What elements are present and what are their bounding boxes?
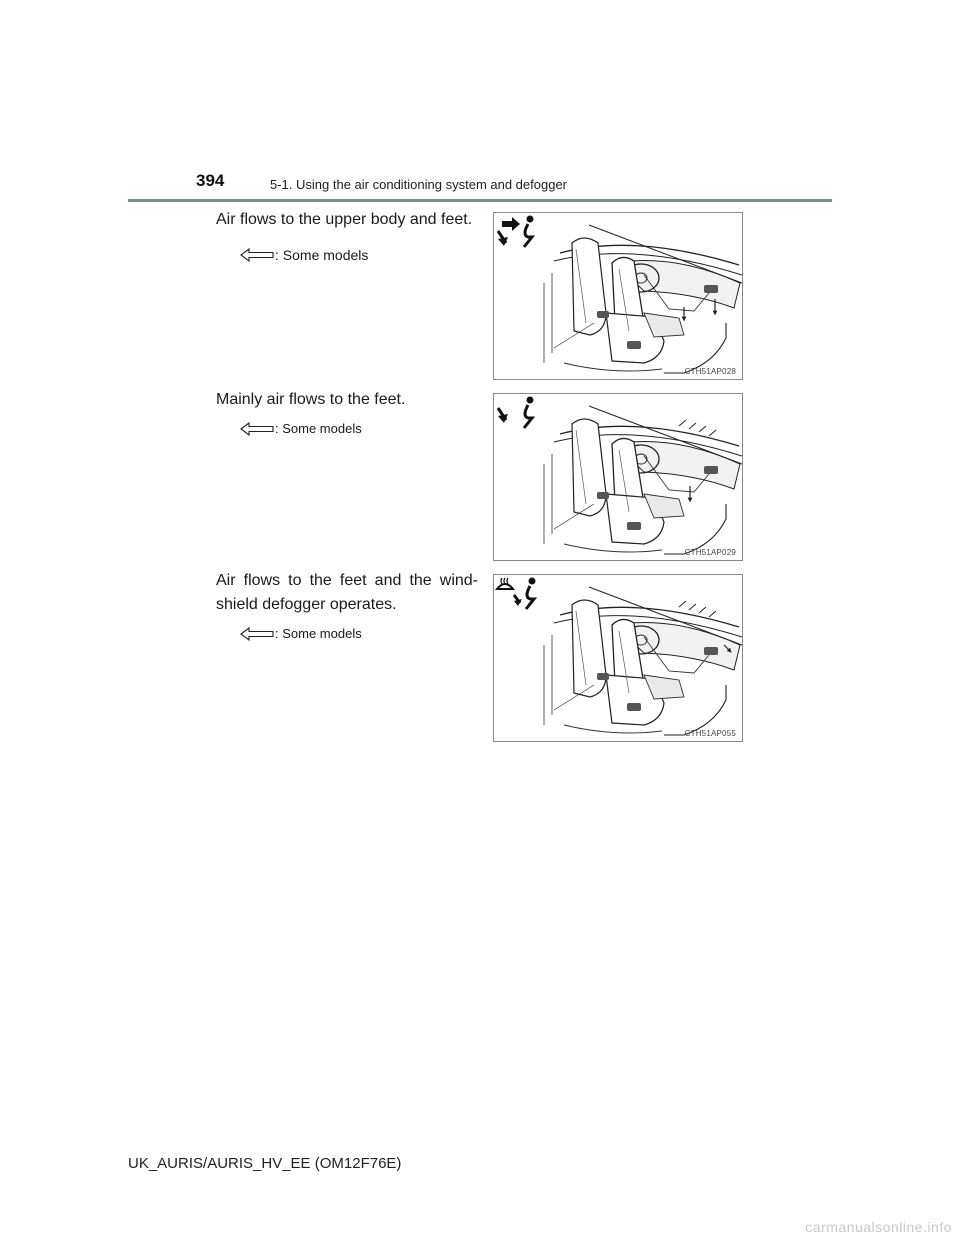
- outline-arrow-icon: [240, 627, 274, 641]
- outline-arrow-icon: [240, 248, 274, 262]
- feet-and-windshield-defogger-icon: [494, 575, 542, 613]
- upper-body-and-feet-airflow-icon: [494, 213, 542, 251]
- outline-arrow-icon: [240, 422, 274, 436]
- models-note: [216, 625, 478, 643]
- models-note: [216, 420, 478, 438]
- models-note-text: : Some models: [275, 626, 362, 641]
- models-note-text: : Some models: [275, 421, 362, 436]
- section-title: 5-1. Using the air conditioning system and defogger: [270, 177, 568, 192]
- models-note-text: : Some models: [275, 247, 369, 263]
- car-interior-illustration: [493, 212, 743, 380]
- feet-airflow-icon: [494, 394, 542, 432]
- models-note: [216, 246, 478, 264]
- airflow-mode-entry: [216, 208, 478, 264]
- footer-model-code: UK_AURIS/AURIS_HV_EE (OM12F76E): [128, 1155, 402, 1172]
- figure-code: CTH51AP028: [684, 367, 736, 376]
- entry-description: Mainly air flows to the feet.: [216, 391, 406, 408]
- figure-code: CTH51AP055: [684, 729, 736, 738]
- car-interior-illustration: [493, 574, 743, 742]
- entry-description: Air flows to the feet and the wind-shield defogger operates.: [216, 572, 478, 613]
- airflow-mode-entry: [216, 569, 478, 643]
- figure-code: CTH51AP029: [684, 548, 736, 557]
- car-interior-illustration: [493, 393, 743, 561]
- entry-description: Air flows to the upper body and feet.: [216, 211, 473, 228]
- airflow-mode-entry: [216, 388, 478, 438]
- page-number: 394: [196, 171, 225, 190]
- watermark: carmanualsonline.info: [805, 1219, 952, 1235]
- header-rule: [128, 199, 832, 202]
